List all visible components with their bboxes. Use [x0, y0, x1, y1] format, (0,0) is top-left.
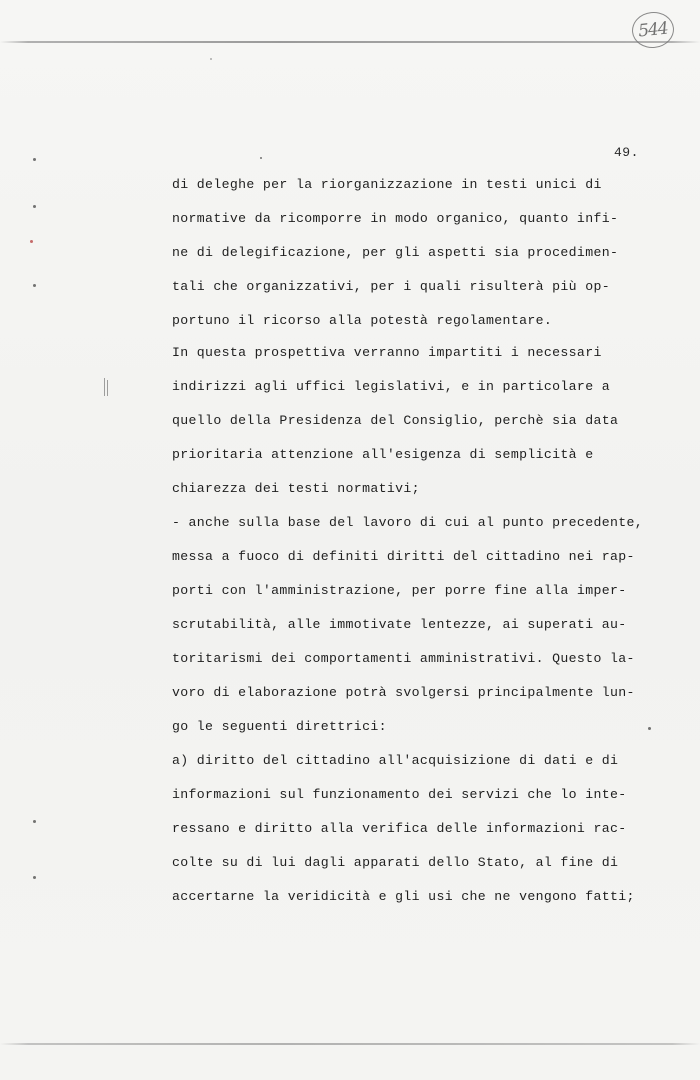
- text-line: prioritaria attenzione all'esigenza di semplicità e: [172, 447, 594, 462]
- text-line: porti con l'amministrazione, per porre fine alla imper-: [172, 583, 627, 598]
- top-scan-rule: [0, 41, 700, 43]
- scan-speck: [33, 820, 36, 823]
- scan-speck: [210, 58, 212, 60]
- text-line: chiarezza dei testi normativi;: [172, 481, 420, 496]
- text-line: tali che organizzativi, per i quali risulterà più op-: [172, 279, 610, 294]
- scan-speck: [648, 727, 651, 730]
- page-number: 49.: [614, 145, 639, 160]
- scan-speck: [33, 205, 36, 208]
- scan-speck: [33, 876, 36, 879]
- text-line: toritarismi dei comportamenti amministrativi. Questo la-: [172, 651, 635, 666]
- archive-stamp: 544: [630, 10, 676, 50]
- text-line: a) diritto del cittadino all'acquisizione di dati e di: [172, 753, 619, 768]
- text-line: indirizzi agli uffici legislativi, e in particolare a: [172, 379, 610, 394]
- text-line: informazioni sul funzionamento dei servizi che lo inte-: [172, 787, 627, 802]
- scan-mark: [104, 378, 105, 396]
- text-line: messa a fuoco di definiti diritti del cittadino nei rap-: [172, 549, 635, 564]
- text-line: go le seguenti direttrici:: [172, 719, 387, 734]
- text-line: colte su di lui dagli apparati dello Stato, al fine di: [172, 855, 619, 870]
- text-line: portuno il ricorso alla potestà regolamentare.: [172, 313, 553, 328]
- text-line: ne di delegificazione, per gli aspetti sia procedimen-: [172, 245, 619, 260]
- text-line: accertarne la veridicità e gli usi che ne vengono fatti;: [172, 889, 635, 904]
- text-line: scrutabilità, alle immotivate lentezze, ai superati au-: [172, 617, 627, 632]
- scan-speck: [33, 158, 36, 161]
- text-line: quello della Presidenza del Consiglio, perchè sia data: [172, 413, 619, 428]
- text-line: normative da ricomporre in modo organico, quanto infi-: [172, 211, 619, 226]
- scan-speck: [30, 240, 33, 243]
- text-line: di deleghe per la riorganizzazione in testi unici di: [172, 177, 602, 192]
- bottom-scan-rule: [0, 1043, 700, 1045]
- scan-speck: [260, 157, 262, 159]
- text-line: In questa prospettiva verranno impartiti i necessari: [172, 345, 602, 360]
- scan-speck: [33, 284, 36, 287]
- text-line: voro di elaborazione potrà svolgersi principalmente lun-: [172, 685, 635, 700]
- text-line: - anche sulla base del lavoro di cui al punto precedente,: [172, 515, 644, 530]
- scan-mark: [107, 380, 108, 396]
- text-line: ressano e diritto alla verifica delle informazioni rac-: [172, 821, 627, 836]
